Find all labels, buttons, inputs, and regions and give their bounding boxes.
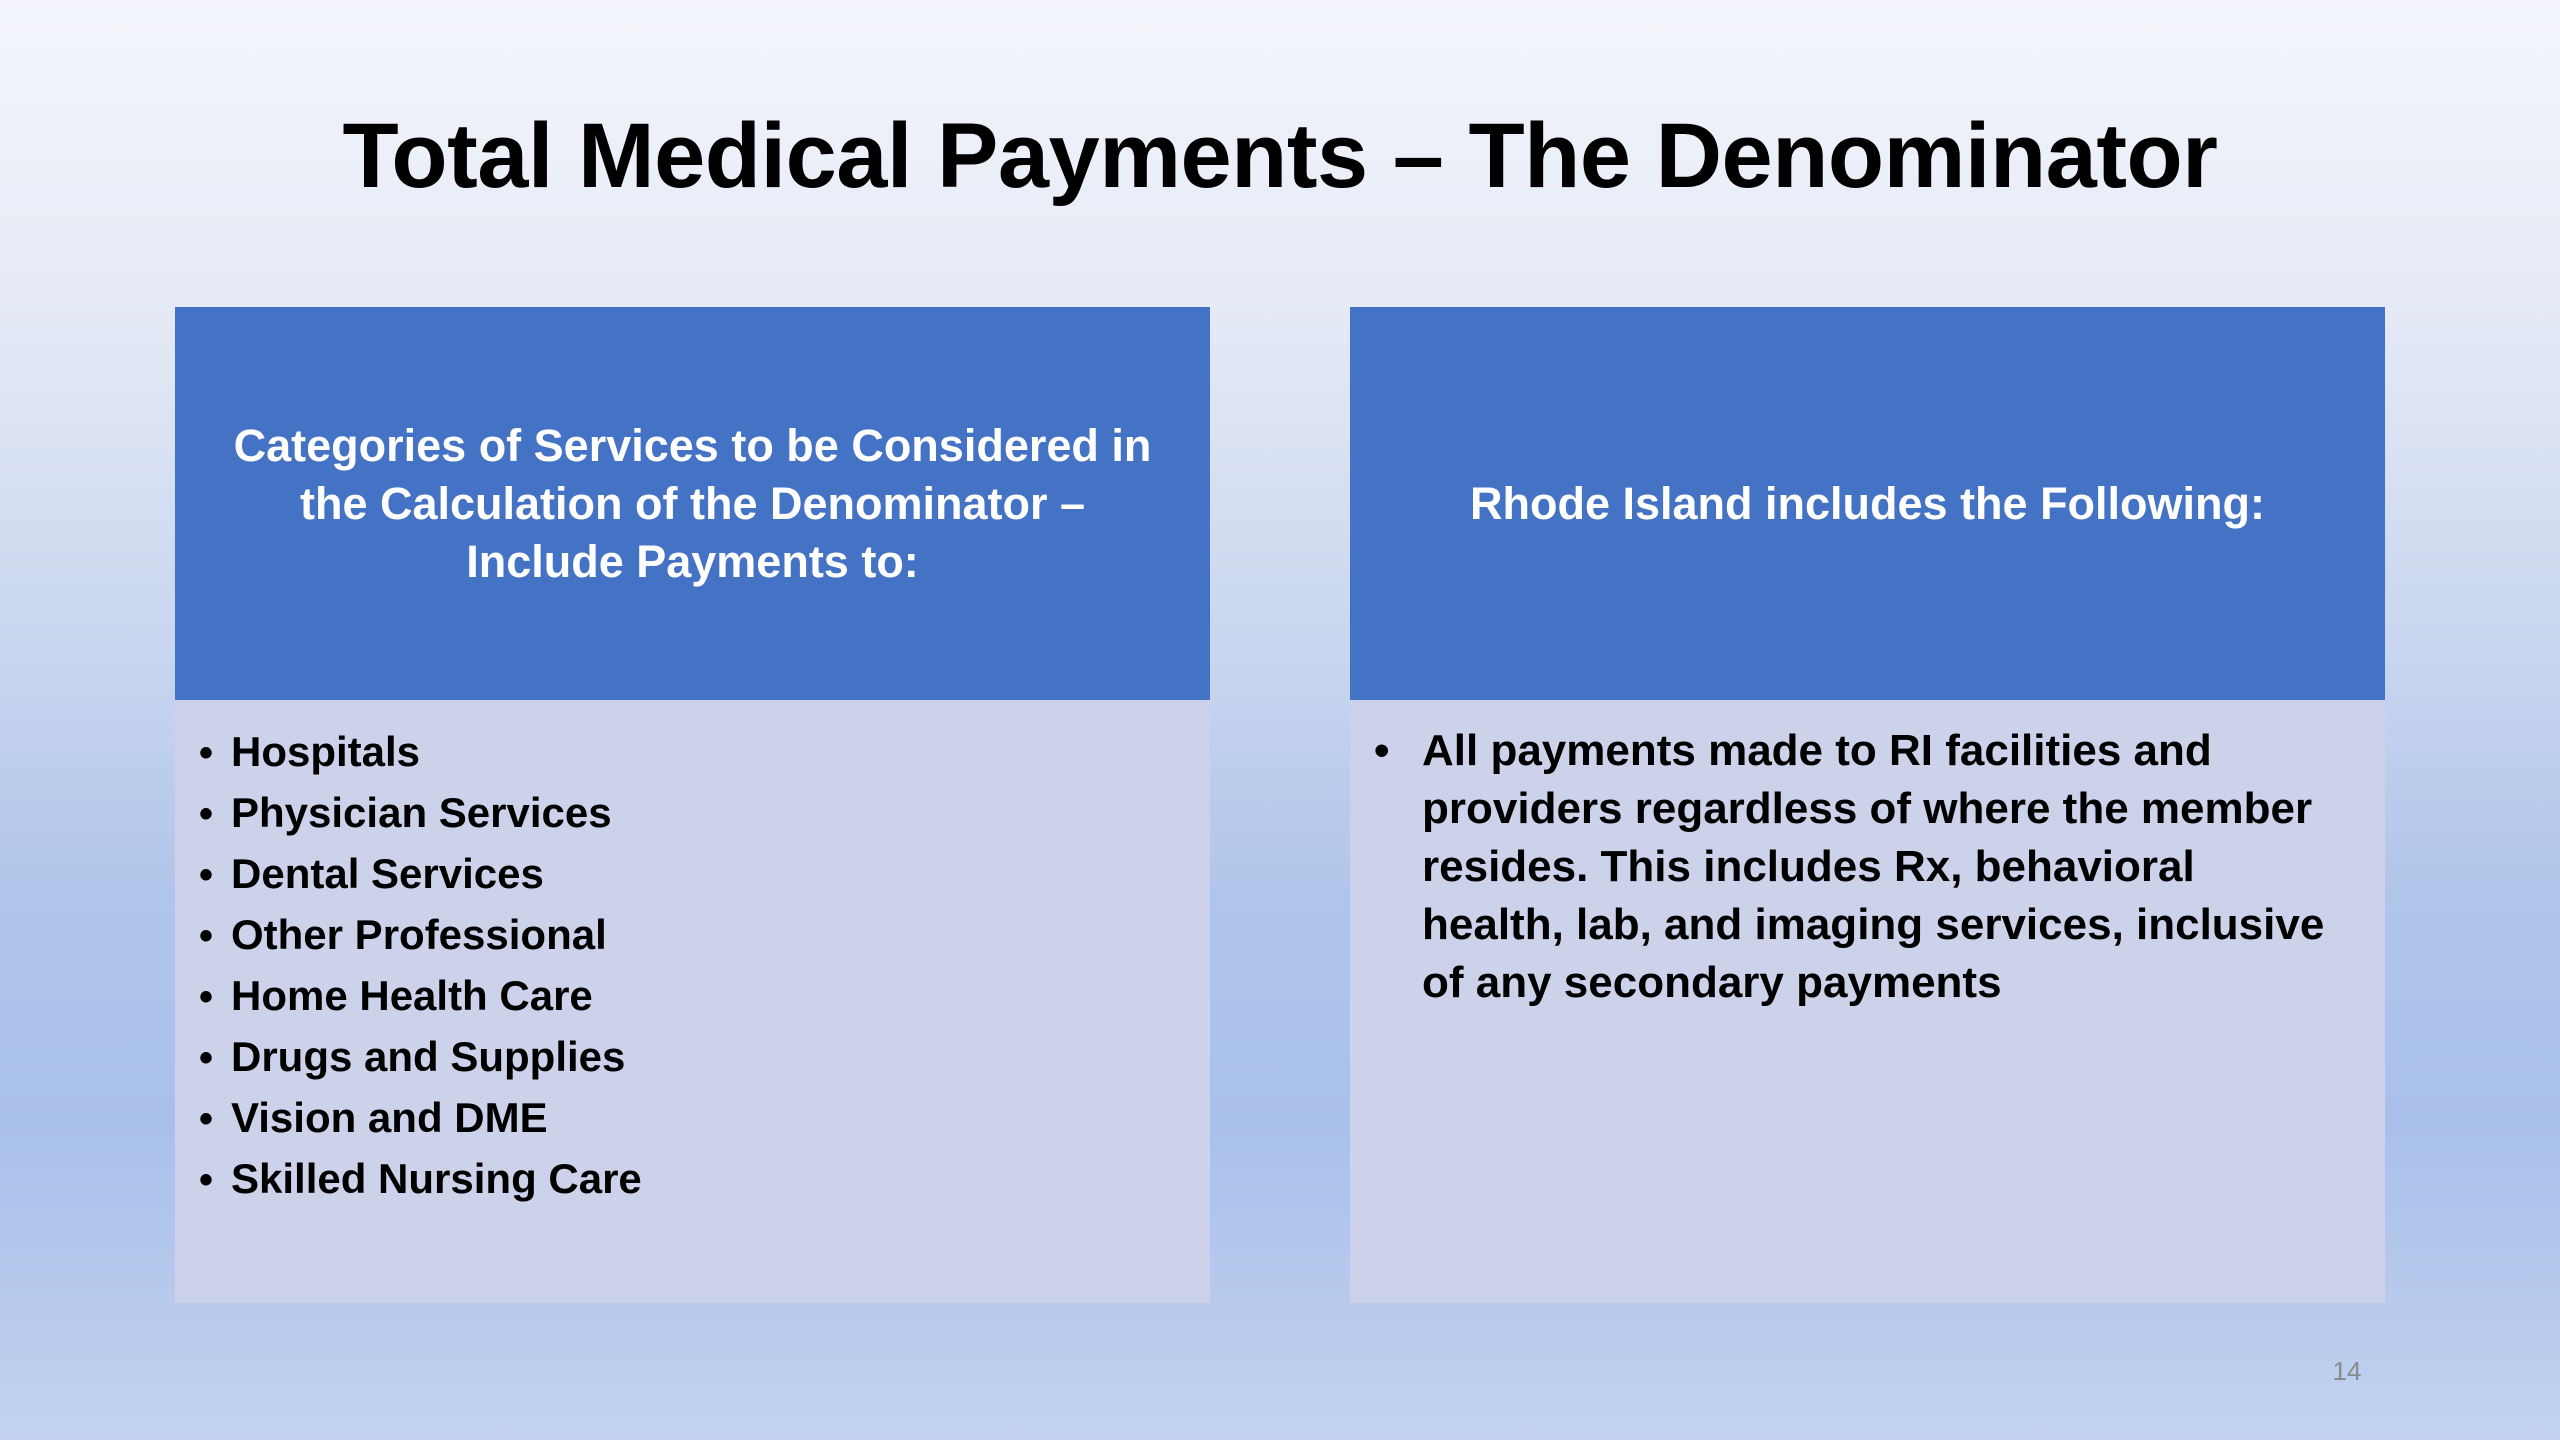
list-item-label: Hospitals	[231, 728, 421, 775]
list-item	[199, 1149, 1210, 1210]
bullet-icon: •	[199, 1036, 214, 1080]
right-panel-header	[1350, 307, 2385, 700]
list-item	[199, 844, 1210, 905]
bullet-icon: •	[199, 1158, 214, 1202]
left-panel-header-text: Categories of Services to be Considered in the Calculation of the Denominator – Include Payments to:	[233, 419, 1152, 587]
list-item-label: Other Professional	[231, 911, 607, 958]
page-number: 14	[2332, 1356, 2362, 1386]
list-item	[199, 783, 1210, 844]
left-panel	[175, 307, 1210, 1303]
list-item-label: Vision and DME	[231, 1094, 548, 1141]
bullet-icon: •	[199, 731, 214, 775]
list-item	[199, 722, 1210, 783]
left-panel-body	[175, 700, 1210, 1303]
list-item-label: Physician Services	[231, 789, 612, 836]
service-category-list	[175, 700, 1210, 1210]
list-item-label: Dental Services	[231, 850, 544, 897]
list-item-label: Home Health Care	[231, 972, 593, 1019]
bullet-icon: •	[199, 792, 214, 836]
right-panel	[1350, 307, 2385, 1303]
right-panel-header-text: Rhode Island includes the Following:	[1469, 477, 2265, 529]
slide-title: Total Medical Payments – The Denominator	[342, 105, 2218, 207]
bullet-icon: •	[1374, 726, 1390, 775]
list-item	[199, 1088, 1210, 1149]
list-item	[199, 966, 1210, 1027]
rhode-island-description: All payments made to RI facilities and providers regardless of where the member resides. This includes Rx, behavioral health, lab, and imaging services, inclusive of any secondary payments	[1422, 726, 2325, 1007]
bullet-icon: •	[199, 914, 214, 958]
bullet-icon: •	[199, 975, 214, 1019]
list-item	[199, 905, 1210, 966]
list-item-label: Drugs and Supplies	[231, 1033, 626, 1080]
list-item-label: Skilled Nursing Care	[231, 1155, 642, 1202]
right-panel-body	[1350, 700, 2385, 1303]
bullet-icon: •	[199, 1097, 214, 1141]
list-item	[199, 1027, 1210, 1088]
bullet-icon: •	[199, 853, 214, 897]
left-panel-header	[175, 307, 1210, 700]
